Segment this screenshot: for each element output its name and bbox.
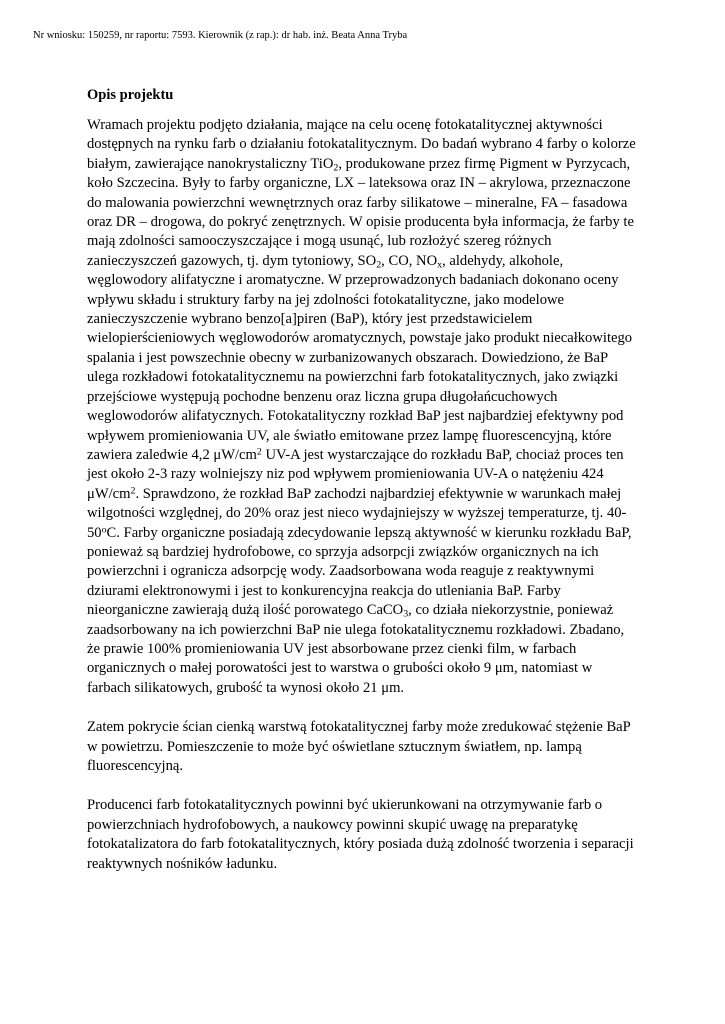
paragraph-2 [87,718,647,776]
text-line: dziurami elektronowymi i jest to konkurencyjna reakcja do utleniania BaP. Farby [87,582,561,599]
text-line: fotokatalizatora do farb fotokatalitycznych, który posiada dużą zdolność tworzenia i separacji [87,836,634,853]
text-line: powierzchniach hydrofobowych, a naukowcy powinni skupić uwagę na preparatykę [87,816,578,833]
text-line: wilgotności względnej, do 20% oraz jest nieco wydajniejszy w wyższej temperaturze, tj. 40- [87,505,627,522]
text-line: koło Szczecina. Były to farby organiczne, LX – lateksowa oraz IN – akrylowa, przeznaczone [87,175,631,192]
text-line: mają zdolności samooczyszczające i mogą usunąć, lub rozłożyć szereg różnych [87,233,552,250]
text-line: zanieczyszczenie wybrano benzo[a]piren (BaP), który jest przedstawicielem [87,311,533,328]
text-line: nieorganiczne zawierają dużą ilość porowatego CaCO$_3$, co działa niekorzystnie, ponieważ [87,602,614,620]
text-line: wielopierścieniowych węglowodorów aromatycznych, powstaje jako produkt niecałkowitego [87,330,633,347]
text-line: przejściowe występują pochodne benzenu oraz liczna grupa długołańcuchowych [87,388,558,405]
text-line: że prawie 100% promieniowania UV jest absorbowane przez cienki film, w farbach [87,640,577,657]
section-title: Opis projektu [87,87,174,103]
text-line: weglowodorów alifatycznych. Fotokatalityczny rozkład BaP jest najbardziej efektywny pod [87,408,624,425]
document-body [87,116,647,894]
text-line: zawiera zaledwie 4,2 $\mu W/cm^2$ UV-A jest wystarczające do rozkładu BaP, chociaż proces ten [87,446,624,463]
text-line: $\mu W/cm^2$. Sprawdzono, że rozkład BaP zachodzi najbardziej efektywnie w warunkach małej [87,485,622,502]
text-line: dostępnych na rynku farb o działaniu fotokatalitycznym. Do badań wybrano 4 farby o kolorze [87,136,636,153]
text-line: w powietrzu. Pomieszczenie to może być oświetlane sztucznym światłem, np. lampą [87,738,582,755]
text-line: Producenci farb fotokatalitycznych powinni być ukierunkowani na otrzymywanie farb o [87,797,603,814]
text-line: organicznych o małej porowatości jest to warstwa o grubości około 9 μm, natomiast w [87,660,593,677]
text-line: spalania i jest powszechnie obecny w zurbanizowanych obszarach. Dowiedziono, że BaP [87,349,609,366]
text-line: białym, zawierające nanokrystaliczny TiO$_2$, produkowane przez firmę Pigment w Pyrzycach, [87,155,631,174]
text-line: węglowodory alifatyczne i aromatyczne. W przeprowadzonych badaniach dokonano oceny [87,272,619,289]
text-line: 50$^o$C. Farby organiczne posiadają zdecydowanie lepszą aktywność w kierunku rozkładu BaP, [87,524,632,541]
text-line: zanieczyszczeń gazowych, tj. dym tytoniowy, $SO_2$, CO, $NO_x$, aldehydy, alkohole, [87,252,564,271]
text-line: farbach silikatowych, grubość ta wynosi około 21 μm. [87,679,405,696]
paragraph-3 [87,796,647,874]
report-header: Nr wniosku: 150259, nr raportu: 7593. Kierownik (z rap.): dr hab. inż. Beata Anna Tryba [33,30,408,41]
text-line: jest około 2-3 razy wolniejszy niz pod wpływem promieniowania UV-A o natężeniu 424 [87,466,604,483]
paragraph-1 [87,116,647,698]
text-line: do malowania powierzchni wewnętrznych oraz farby silikatowe – mineralne, FA – fasadowa [87,194,628,211]
text-line: oraz DR – drogowa, do pokryć zenętrznych. W opisie producenta była informacja, że farby te [87,214,634,231]
text-line: ponieważ są bardziej hydrofobowe, co sprzyja adsorpcji związków organicznych na ich [87,543,599,560]
text-line: ulega rozkładowi fotokatalitycznemu na powierzchni farb fotokatalitycznych, jako związki [87,369,619,386]
text-line: powierzchni i ogranicza adsorpcję wody. Zaadsorbowana woda reaguje z reaktywnymi [87,563,595,580]
text-line: Zatem pokrycie ścian cienką warstwą fotokatalitycznej farby może zredukować stężenie BaP [87,719,631,736]
text-line: fluorescencyjną. [87,758,184,774]
text-line: reaktywnych nośników ładunku. [87,855,278,872]
text-line: zaadsorbowany na ich powierzchni BaP nie ulega fotokatalitycznemu rozkładowi. Zbadano, [87,621,625,638]
text-line: wpływu składu i struktury farby na jej zdolności fotokatalityczne, jako modelowe [87,291,565,308]
text-line: wpływem promieniowania UV, ale światło emitowane przez lampę fluorescencyjną, które [87,427,612,444]
text-line: Wramach projektu podjęto działania, mające na celu ocenę fotokatalitycznej aktywności [87,117,603,133]
